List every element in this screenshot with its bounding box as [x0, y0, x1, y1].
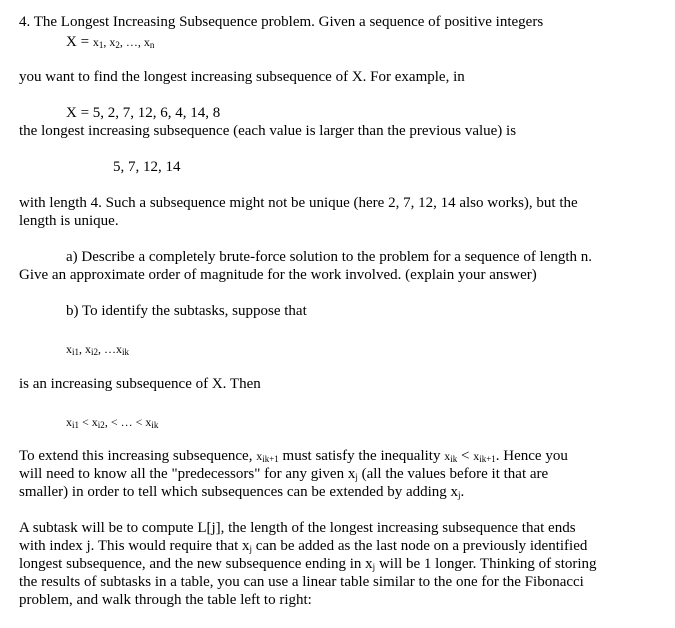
ineq-i2: i2 — [97, 420, 105, 430]
def-rest: , …, — [119, 35, 144, 49]
def-eq: = — [76, 34, 93, 50]
extend-l1-d: . Hence you — [495, 448, 568, 464]
part-a-line-1: a) Describe a completely brute-force solution to the problem for a sequence of length n. — [66, 249, 593, 265]
goal-text: you want to find the longest increasing subsequence of X. For example, in — [19, 69, 465, 85]
def-comma1: , — [103, 35, 110, 49]
extend-l1-s1: ik+1 — [262, 454, 279, 464]
subtask-line-5: problem, and walk through the table left to right: — [19, 592, 312, 608]
def-x1: x — [92, 35, 99, 49]
ineq-xk: x — [145, 415, 152, 429]
seq-ik: ik — [122, 347, 130, 357]
subtask-line-1: A subtask will be to compute L[j], the length of the longest increasing subsequence that ends — [19, 520, 576, 536]
def-lhs: X — [66, 34, 77, 50]
seq-x2: x — [85, 342, 92, 356]
def-xn: x — [143, 35, 150, 49]
extend-l1-c: < — [457, 448, 474, 464]
subtask-l2-b: can be added as the last node on a previously identified — [252, 538, 588, 554]
ineq-x1: x — [66, 415, 72, 429]
problem-title: 4. The Longest Increasing Subsequence problem. Given a sequence of positive integers — [19, 14, 544, 30]
seq-c1: , — [79, 342, 86, 356]
extend-line-3 — [19, 483, 464, 505]
seq-x1: x — [66, 342, 72, 356]
ineq-lt1: < — [79, 415, 92, 429]
part-b-intro: b) To identify the subtasks, suppose that — [66, 303, 307, 319]
sequence-definition — [66, 33, 154, 55]
extend-l2-b: (all the values before it that are — [357, 466, 549, 482]
subsequence-indices — [66, 340, 129, 362]
def-sub2: 2 — [115, 40, 120, 50]
extend-l1-x2: x — [444, 449, 451, 463]
increasing-statement: is an increasing subsequence of X. Then — [19, 376, 261, 392]
extend-l1-x3: x — [473, 449, 480, 463]
extend-l1-s3: ik+1 — [479, 454, 496, 464]
subtask-l2-s: j — [249, 544, 253, 554]
def-sub1: 1 — [98, 40, 104, 50]
length-line-2: length is unique. — [19, 213, 119, 229]
extend-l1-x1: x — [256, 449, 263, 463]
extend-l2-a: will need to know all the "predecessors" for any given x — [19, 466, 356, 482]
extend-l1-b: must satisfy the inequality — [278, 448, 445, 464]
example-sequence: X = 5, 2, 7, 12, 6, 4, 14, 8 — [66, 105, 221, 121]
subtask-l3-b: will be 1 longer. Thinking of storing — [375, 556, 597, 572]
subtask-l3-a: longest subsequence, and the new subsequence ending in x — [19, 556, 373, 572]
seq-xk: x — [116, 342, 123, 356]
seq-c2: , … — [98, 342, 117, 356]
def-subn: n — [149, 40, 155, 50]
inequality-chain — [66, 413, 158, 435]
extend-l1-s2: ik — [450, 454, 458, 464]
example-description: the longest increasing subsequence (each value is larger than the previous value) is — [19, 123, 517, 139]
ineq-x2: x — [91, 415, 98, 429]
subtask-l3-s: j — [372, 562, 376, 572]
extend-l3-b: . — [460, 484, 465, 500]
extend-l1-a: To extend this increasing subsequence, — [19, 448, 257, 464]
extend-l3-a: smaller) in order to tell which subsequences can be extended by adding x — [19, 484, 459, 500]
ineq-ik: ik — [151, 420, 159, 430]
ineq-lt2: , < … < — [104, 415, 146, 429]
extend-l2-s: j — [355, 472, 358, 482]
length-line-1: with length 4. Such a subsequence might not be unique (here 2, 7, 12, 14 also works), but the — [19, 195, 578, 211]
def-x2: x — [109, 35, 116, 49]
subtask-line-4: the results of subtasks in a table, you can use a linear table similar to the one for the Fibonacci — [19, 574, 584, 590]
example-answer: 5, 7, 12, 14 — [113, 159, 181, 175]
part-a-line-2: Give an approximate order of magnitude for the work involved. (explain your answer) — [19, 267, 537, 283]
subtask-l2-a: with index j. This would require that x — [19, 538, 250, 554]
seq-i1: i1 — [72, 347, 80, 357]
ineq-i1: i1 — [72, 420, 80, 430]
extend-l3-s: j — [458, 490, 461, 500]
seq-i2: i2 — [91, 347, 99, 357]
